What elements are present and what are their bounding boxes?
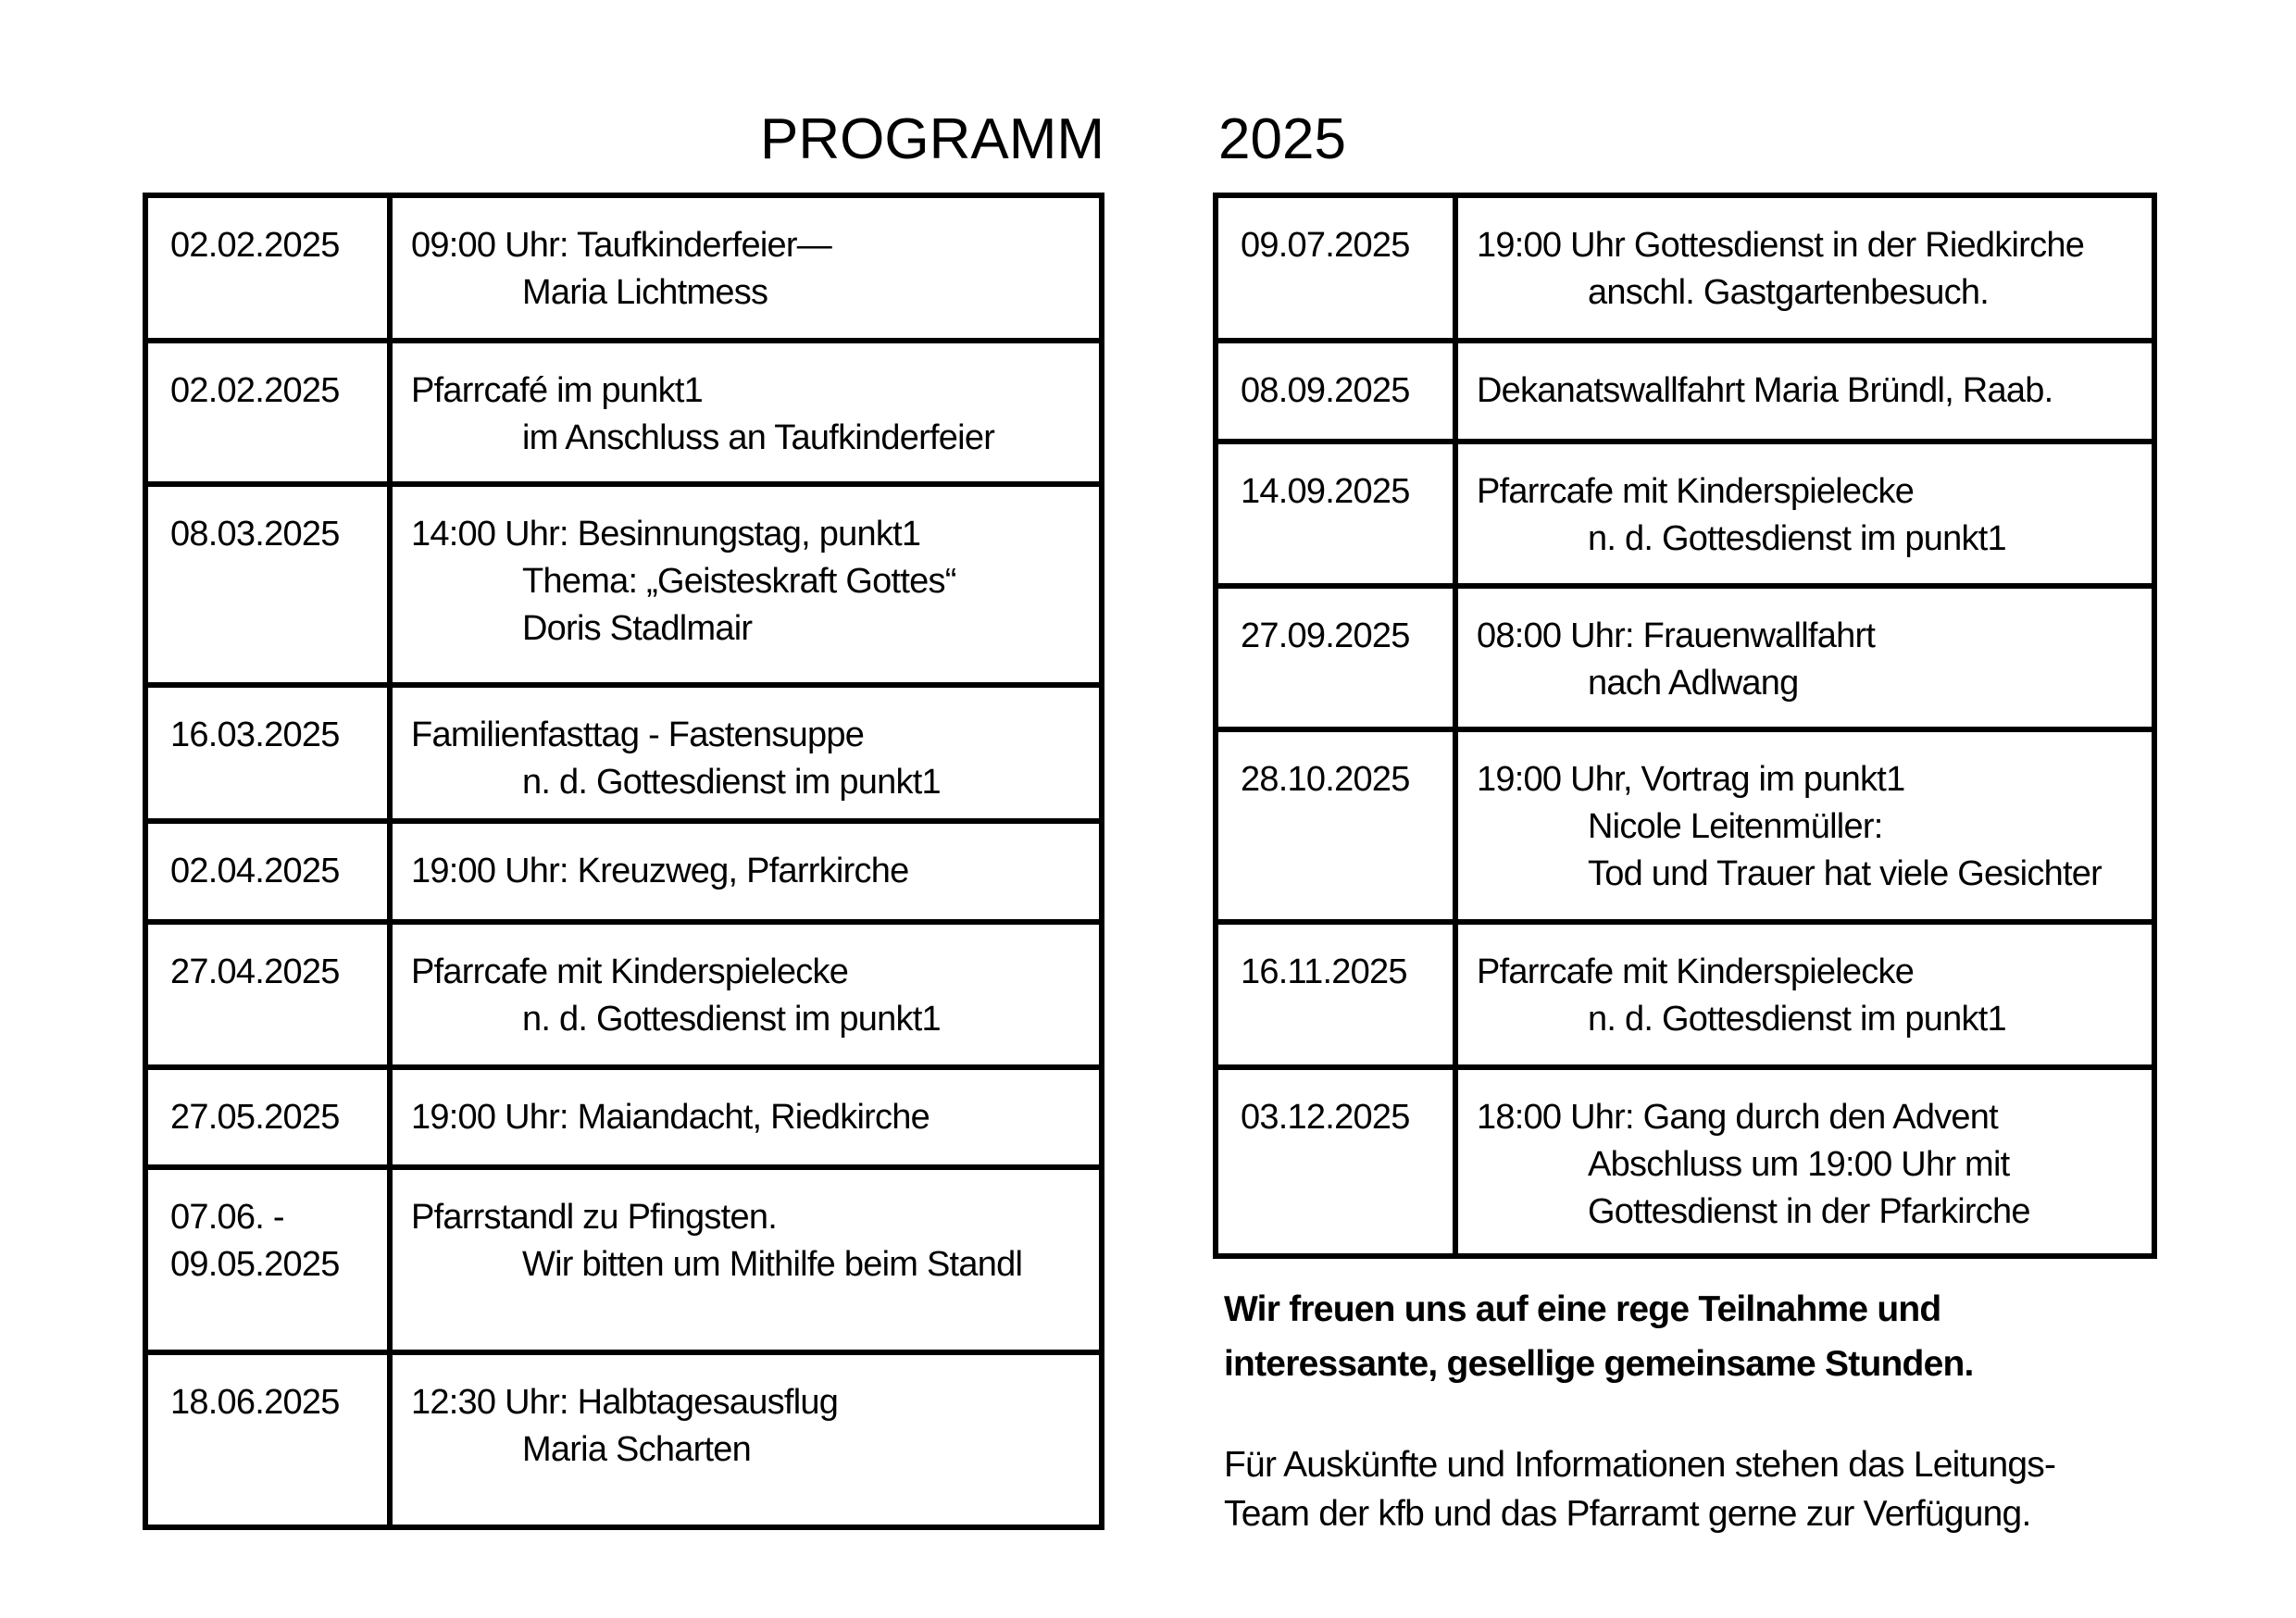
date-cell [145,195,390,341]
closing-invitation-line: Wir freuen uns auf eine rege Teilnahme und [1224,1289,1941,1329]
date-cell [145,341,390,484]
event-line: Abschluss um 19:00 Uhr mit [1588,1145,2010,1184]
date-cell [1216,586,1455,729]
date-cell [145,922,390,1067]
table-row [145,685,1102,821]
program-table-second-half [1213,193,2157,1259]
event-cell [390,1352,1102,1527]
date-cell [145,1167,390,1352]
date-cell [1216,341,1455,442]
event-line: Gottesdienst in der Pfarkirche [1588,1192,2030,1231]
contact-info-line: Team der kfb und das Pfarramt gerne zur Verfügung. [1224,1494,2031,1534]
date-line: 16.11.2025 [1241,952,1407,991]
event-line: 09:00 Uhr: Taufkinderfeier— [411,226,832,265]
event-line: Doris Stadlmair [522,609,753,648]
event-line: anschl. Gastgartenbesuch. [1588,273,1990,312]
event-line: nach Adlwang [1588,664,1799,703]
event-line: 12:30 Uhr: Halbtagesausflug [411,1383,839,1422]
table-row [145,1352,1102,1527]
table-row [1216,922,2154,1067]
event-cell [390,1067,1102,1167]
date-cell [1216,922,1455,1067]
date-cell [145,484,390,685]
event-line: Pfarrstandl zu Pfingsten. [411,1198,777,1237]
event-cell [390,195,1102,341]
event-line: Pfarrcafé im punkt1 [411,371,704,410]
date-line: 18.06.2025 [170,1383,340,1422]
closing-invitation-line: interessante, gesellige gemeinsame Stunden. [1224,1344,1974,1384]
event-line: Nicole Leitenmüller: [1588,807,1883,846]
event-line: n. d. Gottesdienst im punkt1 [522,1000,941,1039]
table-row [1216,341,2154,442]
event-line: Pfarrcafe mit Kinderspielecke [1477,952,1915,991]
date-line: 02.02.2025 [170,226,340,265]
event-cell [390,1167,1102,1352]
date-line: 02.02.2025 [170,371,340,410]
date-cell [1216,195,1455,341]
event-cell [1455,729,2154,922]
table-row [145,922,1102,1067]
event-line: Maria Lichtmess [522,273,768,312]
event-cell [390,484,1102,685]
table-row [1216,442,2154,586]
date-line: 09.07.2025 [1241,226,1410,265]
date-line: 27.04.2025 [170,952,340,991]
event-cell [1455,1067,2154,1256]
event-cell [390,341,1102,484]
event-line: 18:00 Uhr: Gang durch den Advent [1477,1098,1998,1137]
table-row [145,484,1102,685]
table-row [145,341,1102,484]
event-line: 14:00 Uhr: Besinnungstag, punkt1 [411,515,921,554]
table-row [1216,1067,2154,1256]
date-line: 09.05.2025 [170,1245,340,1284]
table-row [1216,586,2154,729]
date-line: 27.05.2025 [170,1098,340,1137]
event-line: Pfarrcafe mit Kinderspielecke [1477,472,1915,511]
event-cell [1455,341,2154,442]
event-line: n. d. Gottesdienst im punkt1 [522,763,941,802]
event-line: 08:00 Uhr: Frauenwallfahrt [1477,616,1876,655]
date-line: 28.10.2025 [1241,760,1410,799]
contact-info-text [1224,1440,2055,1538]
table-row [1216,195,2154,341]
event-line: Thema: „Geisteskraft Gottes“ [522,562,956,601]
event-line: Pfarrcafe mit Kinderspielecke [411,952,849,991]
page-title-programm: PROGRAMM [760,107,1104,171]
schedule-table [1213,193,2157,1259]
date-line: 07.06. - [170,1198,284,1237]
program-table-first-half [143,193,1104,1530]
event-line: Wir bitten um Mithilfe beim Standl [522,1245,1023,1284]
table-row [145,195,1102,341]
schedule-table [143,193,1104,1530]
closing-invitation-text [1224,1282,1974,1391]
date-line: 03.12.2025 [1241,1098,1410,1137]
event-line: n. d. Gottesdienst im punkt1 [1588,1000,2006,1039]
date-cell [145,1067,390,1167]
date-cell [145,1352,390,1527]
date-line: 16.03.2025 [170,716,340,754]
event-cell [390,685,1102,821]
event-cell [1455,922,2154,1067]
event-cell [1455,442,2154,586]
event-line: n. d. Gottesdienst im punkt1 [1588,519,2006,558]
event-line: 19:00 Uhr Gottesdienst in der Riedkirche [1477,226,2085,265]
event-cell [390,922,1102,1067]
event-cell [1455,586,2154,729]
date-cell [1216,729,1455,922]
table-row [145,821,1102,922]
date-line: 08.03.2025 [170,515,340,554]
event-cell [1455,195,2154,341]
date-cell [1216,442,1455,586]
table-row [145,1067,1102,1167]
event-line: 19:00 Uhr: Maiandacht, Riedkirche [411,1098,930,1137]
date-line: 27.09.2025 [1241,616,1410,655]
event-line: 19:00 Uhr: Kreuzweg, Pfarrkirche [411,852,909,890]
page-title-year: 2025 [1218,107,1346,171]
table-row [1216,729,2154,922]
table-row [145,1167,1102,1352]
event-cell [390,821,1102,922]
date-line: 14.09.2025 [1241,472,1410,511]
date-line: 08.09.2025 [1241,371,1410,410]
event-line: Maria Scharten [522,1430,752,1469]
event-line: 19:00 Uhr, Vortrag im punkt1 [1477,760,1905,799]
date-cell [1216,1067,1455,1256]
event-line: Tod und Trauer hat viele Gesichter [1588,854,2103,893]
date-cell [145,685,390,821]
date-line: 02.04.2025 [170,852,340,890]
contact-info-line: Für Auskünfte und Informationen stehen das Leitungs- [1224,1445,2056,1485]
event-line: Familienfasttag - Fastensuppe [411,716,865,754]
date-cell [145,821,390,922]
event-line: Dekanatswallfahrt Maria Bründl, Raab. [1477,371,2053,410]
event-line: im Anschluss an Taufkinderfeier [522,418,995,457]
